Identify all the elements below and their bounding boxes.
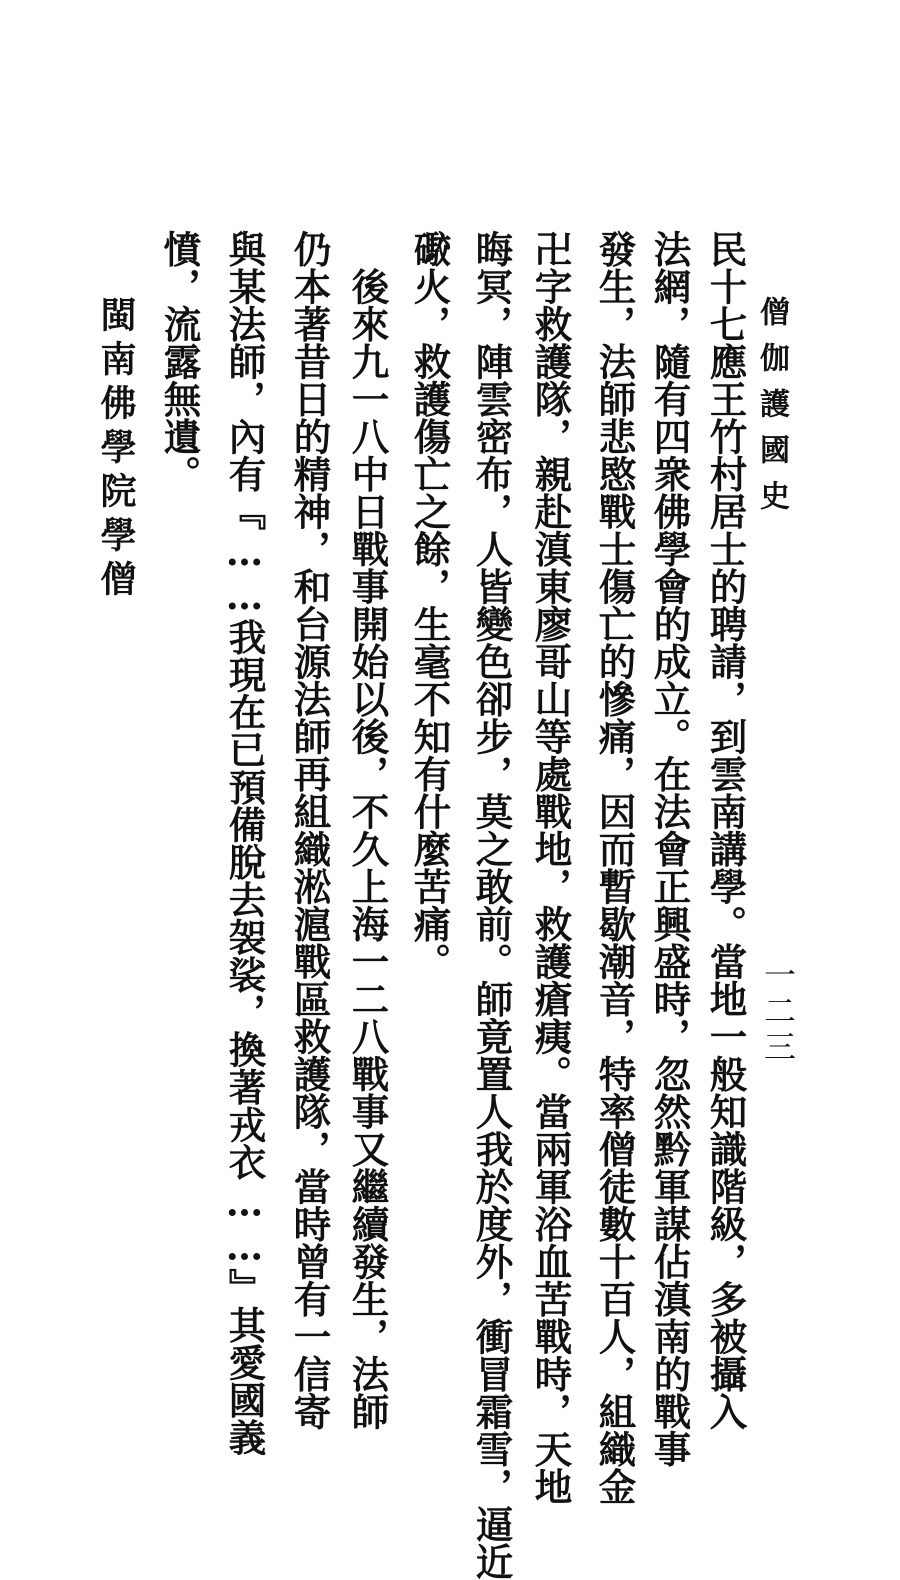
body-line-6: 礮火，救護傷亡之餘，生毫不知有什麼苦痛。 bbox=[407, 230, 452, 980]
body-line-3: 發生，法師悲愍戰士傷亡的慘痛，因而暫歇潮音，特率僧徒數十百人，組織金 bbox=[592, 230, 637, 1505]
body-line-8: 仍本著昔日的精神，和台源法師再組織淞滬戰區救護隊，當時曾有一信寄 bbox=[287, 230, 332, 1430]
publisher-footer: 閩南佛學院學僧 bbox=[95, 296, 137, 604]
body-line-1: 民十七應王竹村居士的聘請，到雲南講學。當地一般知識階級，多被攝入 bbox=[703, 230, 748, 1430]
body-line-4: 卍字救護隊，親赴滇東廖哥山等處戰地，救護瘡痍。當兩軍浴血苦戰時，天地 bbox=[528, 230, 573, 1505]
body-line-10: 憤，流露無遺。 bbox=[157, 230, 202, 493]
body-line-2: 法網，隨有四衆佛學會的成立。在法會正興盛時，忽然黔軍謀佔滇南的戰事 bbox=[647, 230, 692, 1468]
body-line-5: 晦冥，陣雲密布，人皆變色卻步，莫之敢前。師竟置人我於度外，衝冒霜雪，逼近 bbox=[469, 230, 514, 1580]
body-line-9: 與某法師，內有『……我現在已預備脫去袈裟，換著戎衣……』其愛國義 bbox=[222, 230, 267, 1456]
page-number: 一二三 bbox=[759, 958, 797, 1066]
running-head: 僧伽護國史 bbox=[754, 296, 789, 526]
body-line-7: 後來九一八中日戰事開始以後，不久上海一二八戰事又繼續發生，法師 bbox=[345, 230, 390, 1430]
